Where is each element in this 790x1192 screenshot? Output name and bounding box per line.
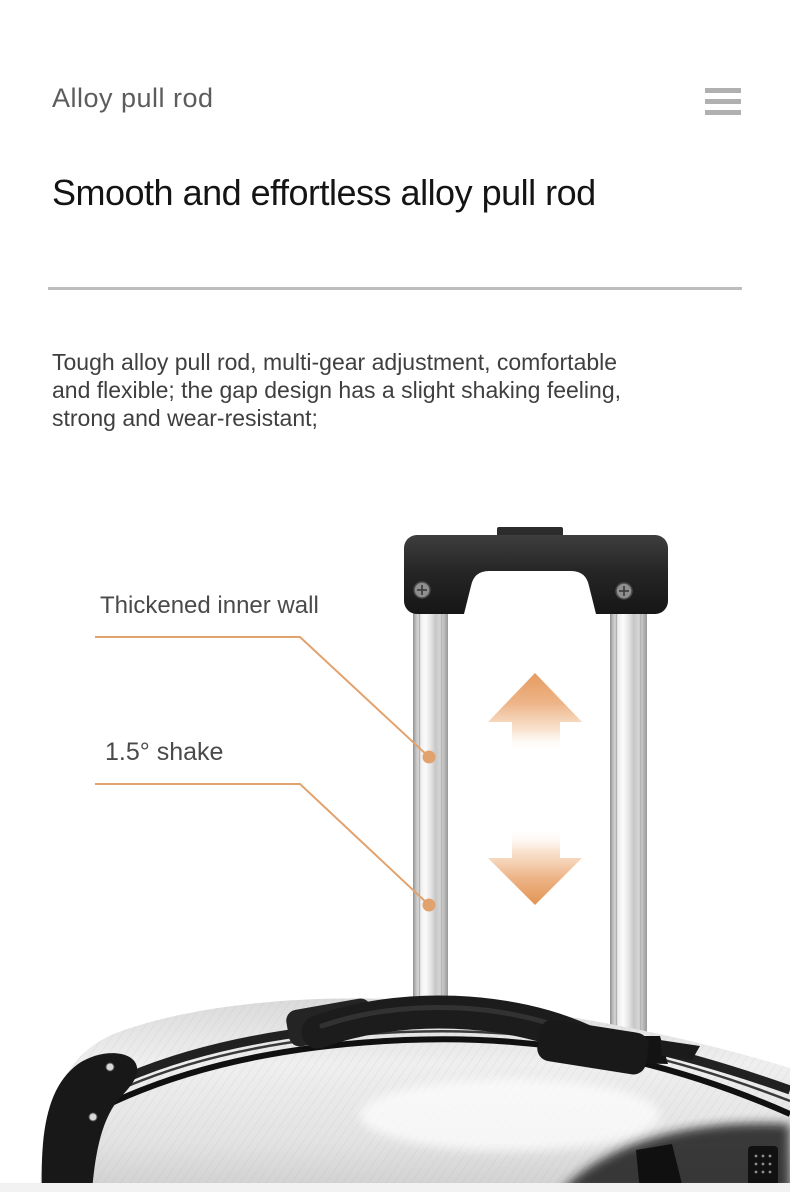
annotation-thickened-inner-wall: Thickened inner wall [100,592,319,619]
pull-rod-handle [404,527,668,614]
arrow-down-icon [488,832,582,905]
tsa-lock [748,1146,778,1186]
feature-description: Tough alloy pull rod, multi-gear adjustment, comfortable and flexible; the gap design has a slight shaking feeling, strong and wear-resistant; [52,349,622,431]
page-title: Smooth and effortless alloy pull rod [52,172,596,213]
hamburger-menu-icon[interactable] [705,88,741,115]
divider-line [48,287,742,290]
menu-bar [705,99,741,104]
annotation-shake-angle: 1.5° shake [105,738,224,766]
section-label: Alloy pull rod [52,83,214,113]
luggage-pull-rod-photo [0,520,790,1192]
handle-screw-right [616,583,632,599]
handle-screw-left [414,582,430,598]
pull-rod-right-tube [610,608,647,1044]
suitcase-body [0,997,790,1192]
menu-bar [705,88,741,93]
arrow-up-icon [488,673,582,749]
menu-bar [705,110,741,115]
pull-rod-left-tube [413,608,448,1022]
leader-line-shake-angle [95,784,436,912]
